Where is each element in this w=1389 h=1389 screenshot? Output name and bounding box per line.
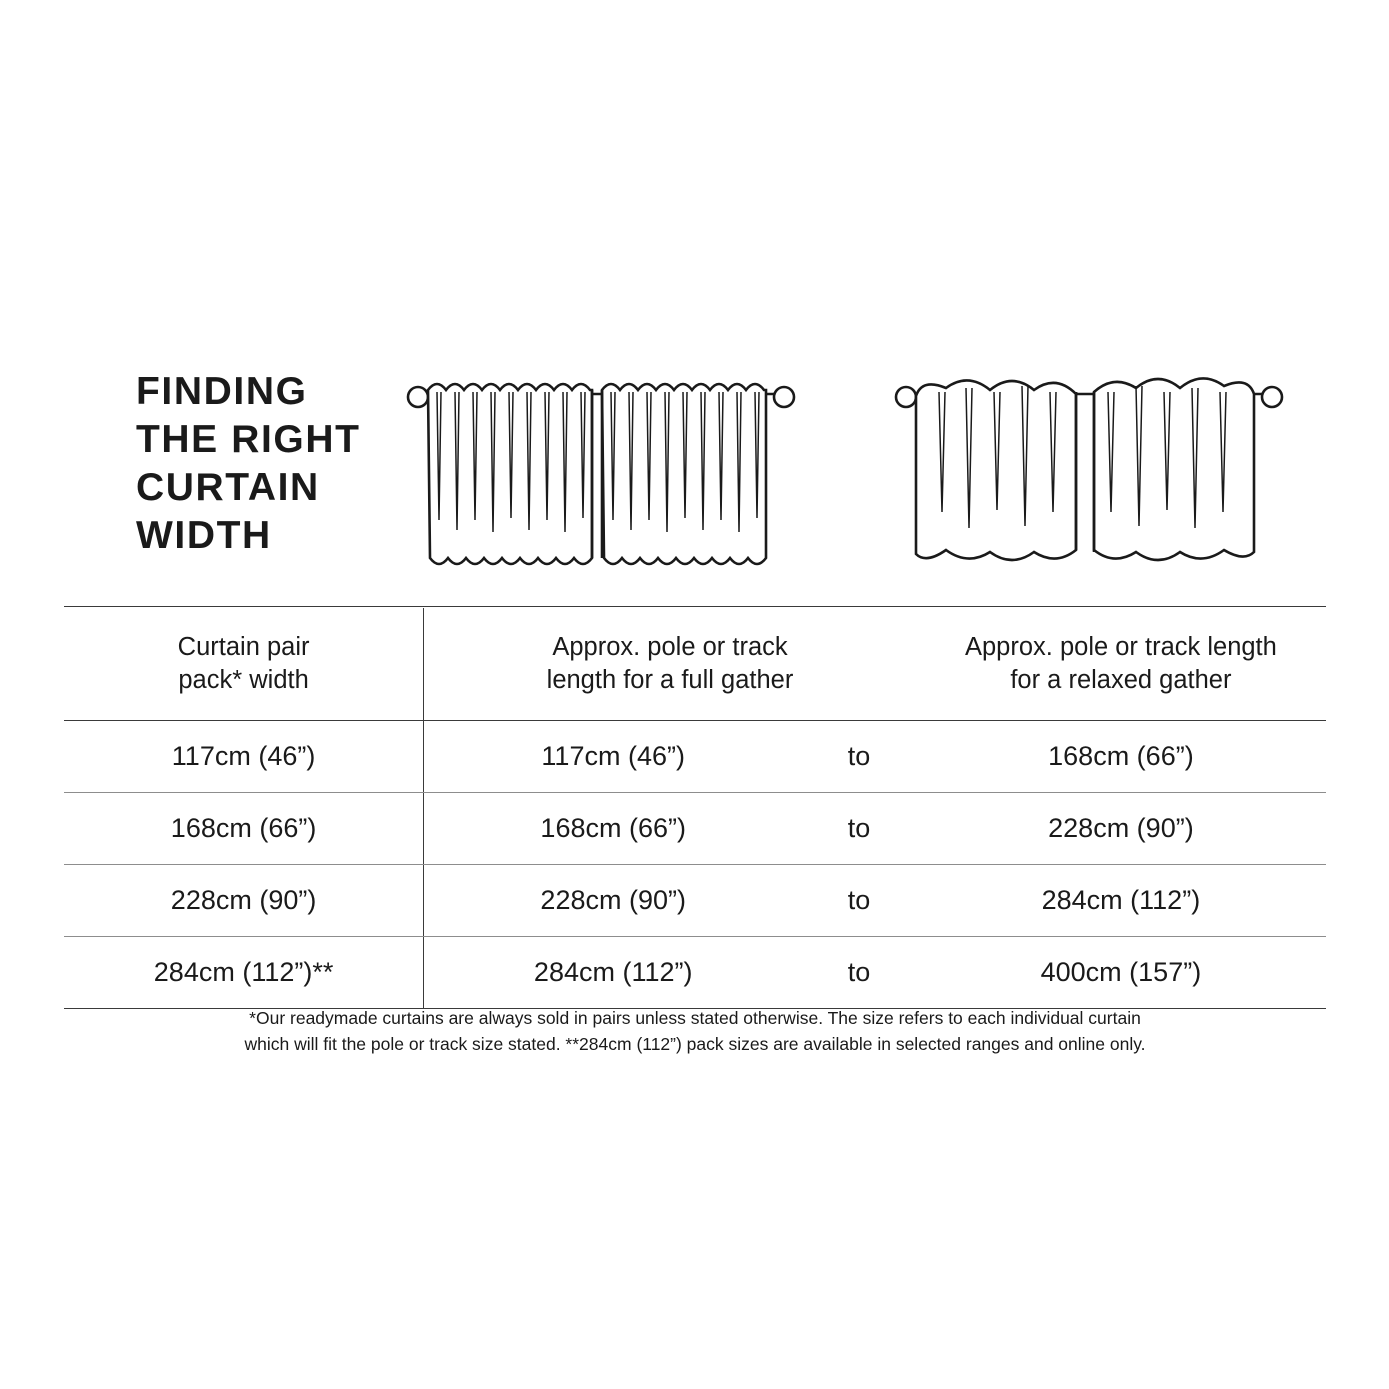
full-gather-curtain-illustration [406, 370, 796, 585]
table-row [64, 865, 1326, 937]
cell-connector: to [802, 865, 916, 937]
cell-relaxed-gather: 284cm (112”) [916, 865, 1326, 937]
title-line-3: CURTAIN [136, 466, 320, 509]
cell-full-gather: 168cm (66”) [424, 793, 803, 865]
cell-pack-width: 284cm (112”)** [64, 937, 424, 1009]
cell-pack-width: 168cm (66”) [64, 793, 424, 865]
column-header-pack-width-line2: pack* width [178, 666, 309, 694]
column-header-full-gather-line1: Approx. pole or track [552, 633, 788, 661]
footnote-line-1: *Our readymade curtains are always sold in pairs unless stated otherwise. The size refers to each individual curtain [249, 1008, 1141, 1028]
title-line-2: THE RIGHT [136, 418, 361, 461]
cell-connector: to [802, 721, 916, 793]
column-header-full-gather-line2: length for a full gather [546, 666, 794, 694]
cell-relaxed-gather: 228cm (90”) [916, 793, 1326, 865]
table-top-rule [64, 606, 1326, 607]
cell-connector: to [802, 937, 916, 1009]
illustration-group [394, 362, 1326, 585]
table-header-row [64, 608, 1326, 721]
header-region [64, 362, 1326, 602]
title-line-4: WIDTH [136, 514, 272, 557]
cell-full-gather: 284cm (112”) [424, 937, 803, 1009]
cell-relaxed-gather: 400cm (157”) [916, 937, 1326, 1009]
cell-full-gather: 117cm (46”) [424, 721, 803, 793]
sizing-table [64, 608, 1326, 1009]
column-header-relaxed-gather [916, 608, 1326, 721]
cell-connector: to [802, 793, 916, 865]
cell-pack-width: 117cm (46”) [64, 721, 424, 793]
footnote-line-2: which will fit the pole or track size stated. **284cm (112”) pack sizes are available in selected ranges and online only. [244, 1034, 1146, 1054]
table-row [64, 721, 1326, 793]
table-row [64, 937, 1326, 1009]
cell-pack-width: 228cm (90”) [64, 865, 424, 937]
table-row [64, 793, 1326, 865]
cell-relaxed-gather: 168cm (66”) [916, 721, 1326, 793]
column-header-relaxed-gather-line2: for a relaxed gather [1010, 666, 1232, 694]
column-header-pack-width-line1: Curtain pair [177, 633, 310, 661]
relaxed-gather-curtain-illustration [894, 370, 1284, 585]
title-line-1: FINDING [136, 370, 308, 413]
column-header-relaxed-gather-line1: Approx. pole or track length [964, 633, 1277, 661]
page-title [64, 362, 394, 560]
cell-full-gather: 228cm (90”) [424, 865, 803, 937]
column-header-full-gather [424, 608, 916, 721]
footnote [150, 1005, 1240, 1057]
column-header-pack-width [64, 608, 424, 721]
